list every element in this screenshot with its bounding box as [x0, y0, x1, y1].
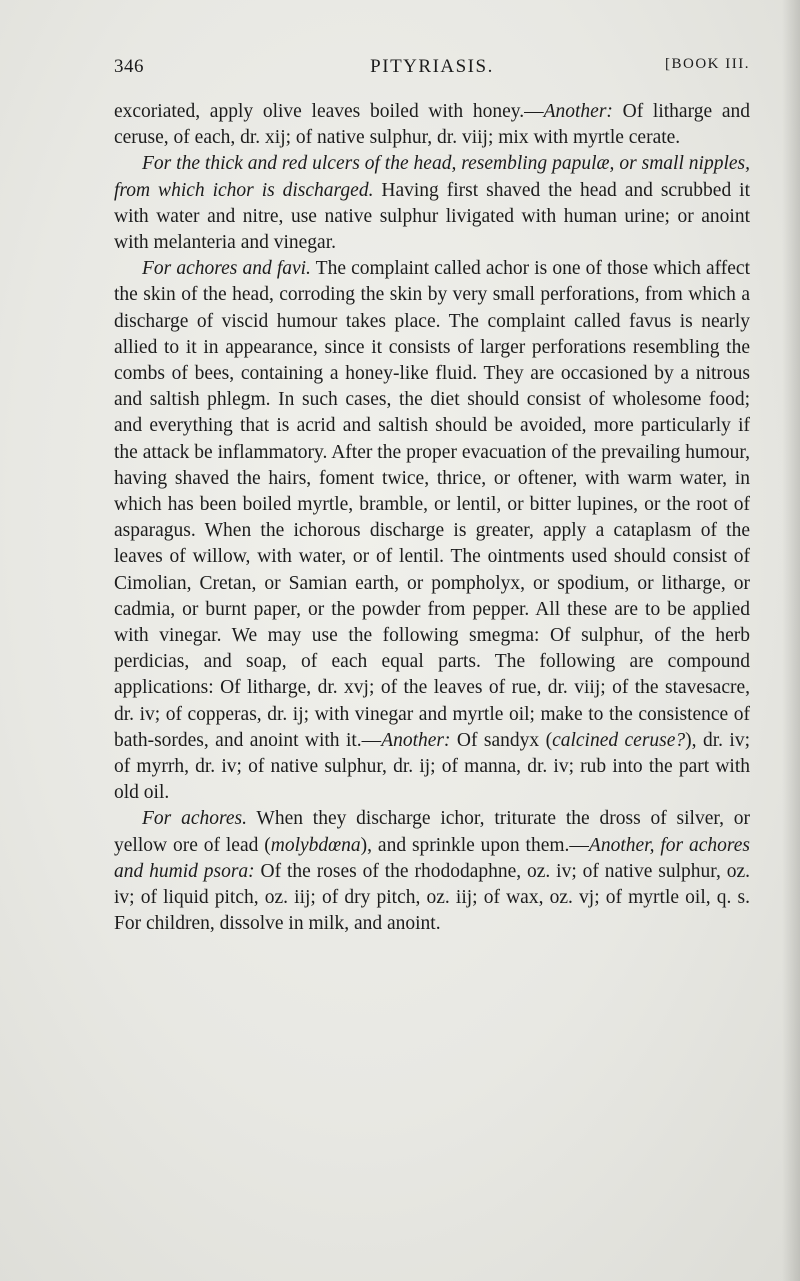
paragraph-2 — [114, 151, 750, 256]
p3-text-a: The complaint called achor is one of those which affect the skin of the head, corroding the skin by very small perforations, from which a discharge of viscid humour takes place. The complaint called favus is nearly allied to it in appearance, since it consists of larger perforations resembling the combs of bees, containing a honey-like fluid. They are occasioned by a nitrous and saltish phlegm. In such cases, the diet should consist of wholesome food; and everything that is acrid and saltish should be avoided, more particularly if the attack be inflammatory. After the proper evacuation of the prevailing humour, having shaved the hairs, foment twice, thrice, or oftener, with warm water, in which has been boiled myrtle, bramble, or lentil, or bitter lupines, or the root of asparagus. When the ichorous discharge is greater, apply a cataplasm of the leaves of willow, with water, or of lentil. The ointments used should consist of Cimolian, Cretan, or Samian earth, or pompholyx, or spodium, or litharge, or cadmia, or burnt paper, or the powder from pepper. All these are to be applied with vinegar. We may use the following smegma: Of sulphur, of the herb perdicias, and soap, of each equal parts. The following are compound applications: Of litharge, dr. xvj; of the leaves of rue, dr. viij; of the stavesacre, dr. iv; of copperas, dr. ij; with vinegar and myrtle oil; make to the consistence of bath-sordes, and anoint with it.— — [114, 258, 750, 751]
p2-heading: For the thick and red ulcers of the head, resembling papulæ, or small nipples, from which ichor is discharged. — [114, 153, 750, 201]
p3-text-e: ), dr. iv; of myrrh, dr. iv; of native sulphur, dr. ij; of manna, dr. iv; rub into the part with old oil. — [114, 729, 750, 804]
p1-text-c: Of litharge and ceruse, of each, dr. xij; of native sulphur, dr. viij; mix with myrtle cerate. — [114, 101, 751, 149]
book-label: [BOOK III. — [665, 56, 750, 72]
p3-heading: For achores and favi. — [142, 258, 311, 280]
p4-heading: For achores. — [142, 808, 247, 830]
paragraph-1 — [114, 99, 750, 151]
p1-text-a: excoriated, apply olive leaves boiled with honey.— — [114, 101, 544, 122]
running-header — [114, 56, 750, 86]
paragraph-4 — [114, 806, 750, 937]
p4-text-c: ), and sprinkle upon them.— — [360, 834, 589, 856]
body-text — [114, 99, 750, 938]
p1-another: Another: — [543, 101, 613, 122]
p3-calcined-ceruse: calcined ceruse? — [552, 729, 686, 751]
page-number: 346 — [114, 56, 144, 77]
running-title: PITYRIASIS. — [370, 56, 494, 77]
p3-text-c: Of sandyx ( — [450, 729, 553, 751]
paragraph-3 — [114, 256, 750, 806]
p4-text-a: When they discharge ichor, triturate the dross of silver, or yellow ore of lead ( — [114, 808, 750, 856]
page-edge-shadow — [782, 0, 800, 1281]
p2-text: Having first shaved the head and scrubbed it with water and nitre, use native sulphur livigated with human urine; or anoint with melanteria and vinegar. — [114, 179, 750, 254]
p3-another: Another: — [381, 729, 451, 751]
p4-another-heading: Another, for achores and humid psora: — [114, 834, 751, 882]
p4-molybdoena: molybdœna — [270, 834, 361, 856]
p4-text-e: Of the roses of the rhododaphne, oz. iv; of native sulphur, oz. iv; of liquid pitch, oz. iij; of dry pitch, oz. iij; of wax, oz. vj; of myrtle oil, q. s. For children, dissolve in milk, and anoint. — [114, 860, 750, 935]
